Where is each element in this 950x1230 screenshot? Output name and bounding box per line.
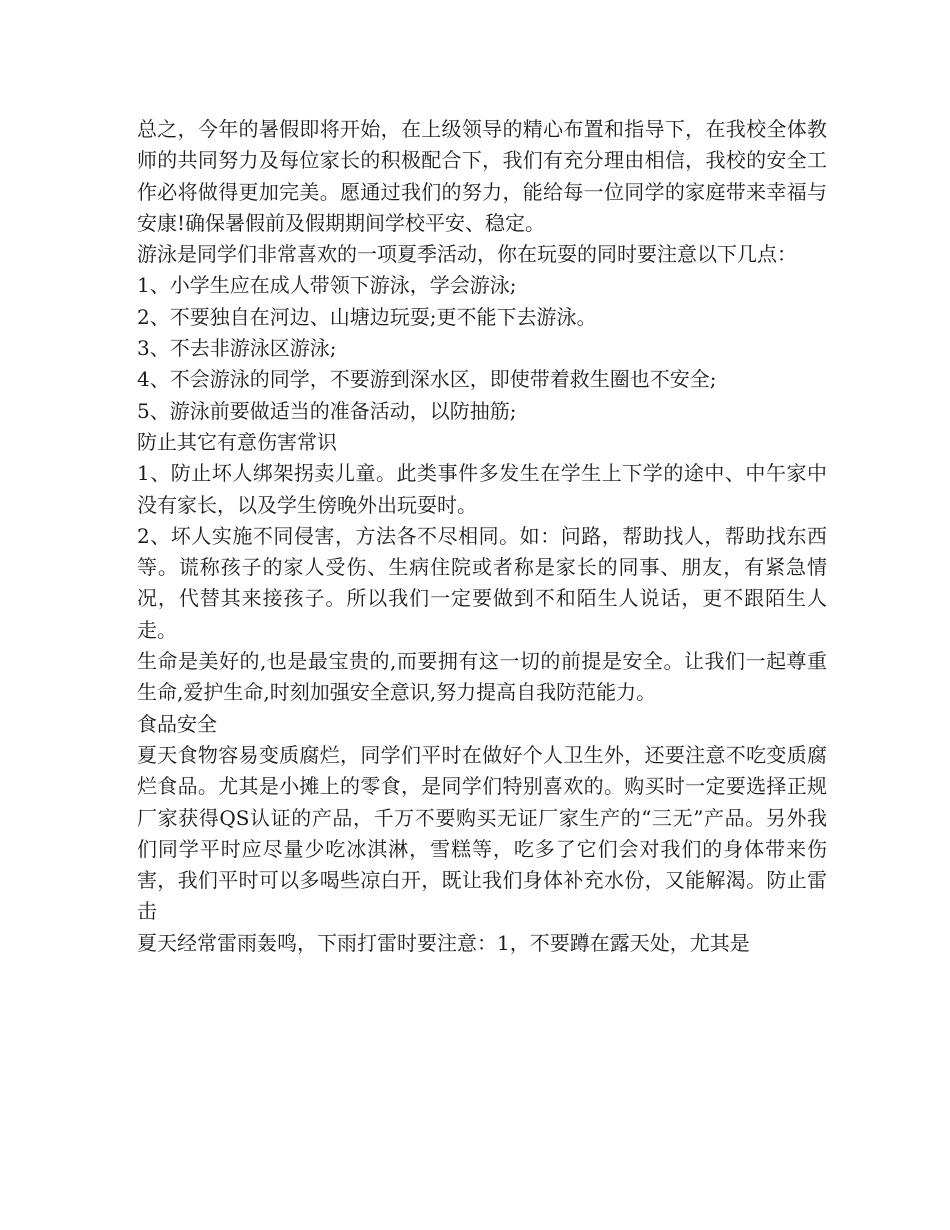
list-item-swimming-5: 5、游泳前要做适当的准备活动，以防抽筋;: [137, 398, 517, 423]
paragraph-swimming-intro: 游泳是同学们非常喜欢的一项夏季活动，你在玩耍的同时要注意以下几点：: [137, 242, 797, 267]
list-item-swimming-3: 3、不去非游泳区游泳;: [137, 336, 337, 361]
document-body: [137, 114, 827, 959]
list-item-swimming-2: 2、不要独自在河边、山塘边玩耍;更不能下去游泳。: [137, 304, 597, 329]
paragraph-lightning: 夏天经常雷雨轰鸣，下雨打雷时要注意：1，不要蹲在露天处，尤其是: [137, 930, 750, 955]
list-item-harm-1: 1、防止坏人绑架拐卖儿童。此类事件多发生在学生上下学的途中、中午家中没有家长，以及学生傍晚外出玩耍时。: [137, 461, 827, 517]
paragraph-food-safety: 夏天食物容易变质腐烂，同学们平时在做好个人卫生外，还要注意不吃变质腐烂食品。尤其是小摊上的零食，是同学们特别喜欢的。购买时一定要选择正规厂家获得QS认证的产品，千万不要购买无证厂家生产的“三无”产品。另外我们同学平时应尽量少吃冰淇淋，雪糕等，吃多了它们会对我们的身体带来伤害，我们平时可以多喝些凉白开，既让我们身体补充水份，又能解渴。防止雷击: [137, 742, 827, 924]
list-item-harm-2: 2、坏人实施不同侵害，方法各不尽相同。如：问路，帮助找人，帮助找东西等。谎称孩子的家人受伤、生病住院或者称是家长的同事、朋友，有紧急情况，代替其来接孩子。所以我们一定要做到不和陌生人说话，更不跟陌生人走。: [137, 523, 827, 642]
section-heading-food-safety: 食品安全: [137, 711, 217, 736]
paragraph-life-safety: 生命是美好的,也是最宝贵的,而要拥有这一切的前提是安全。让我们一起尊重生命,爱护生命,时刻加强安全意识,努力提高自我防范能力。: [137, 649, 827, 705]
list-item-swimming-1: 1、小学生应在成人带领下游泳，学会游泳;: [137, 273, 517, 298]
section-heading-harm-prevention: 防止其它有意伤害常识: [137, 429, 337, 454]
list-item-swimming-4: 4、不会游泳的同学，不要游到深水区，即使带着救生圈也不安全;: [137, 367, 717, 392]
paragraph-summary: 总之，今年的暑假即将开始，在上级领导的精心布置和指导下，在我校全体教师的共同努力及每位家长的积极配合下，我们有充分理由相信，我校的安全工作必将做得更加完美。愿通过我们的努力，能给每一位同学的家庭带来幸福与安康!确保暑假前及假期期间学校平安、稳定。: [137, 117, 827, 235]
